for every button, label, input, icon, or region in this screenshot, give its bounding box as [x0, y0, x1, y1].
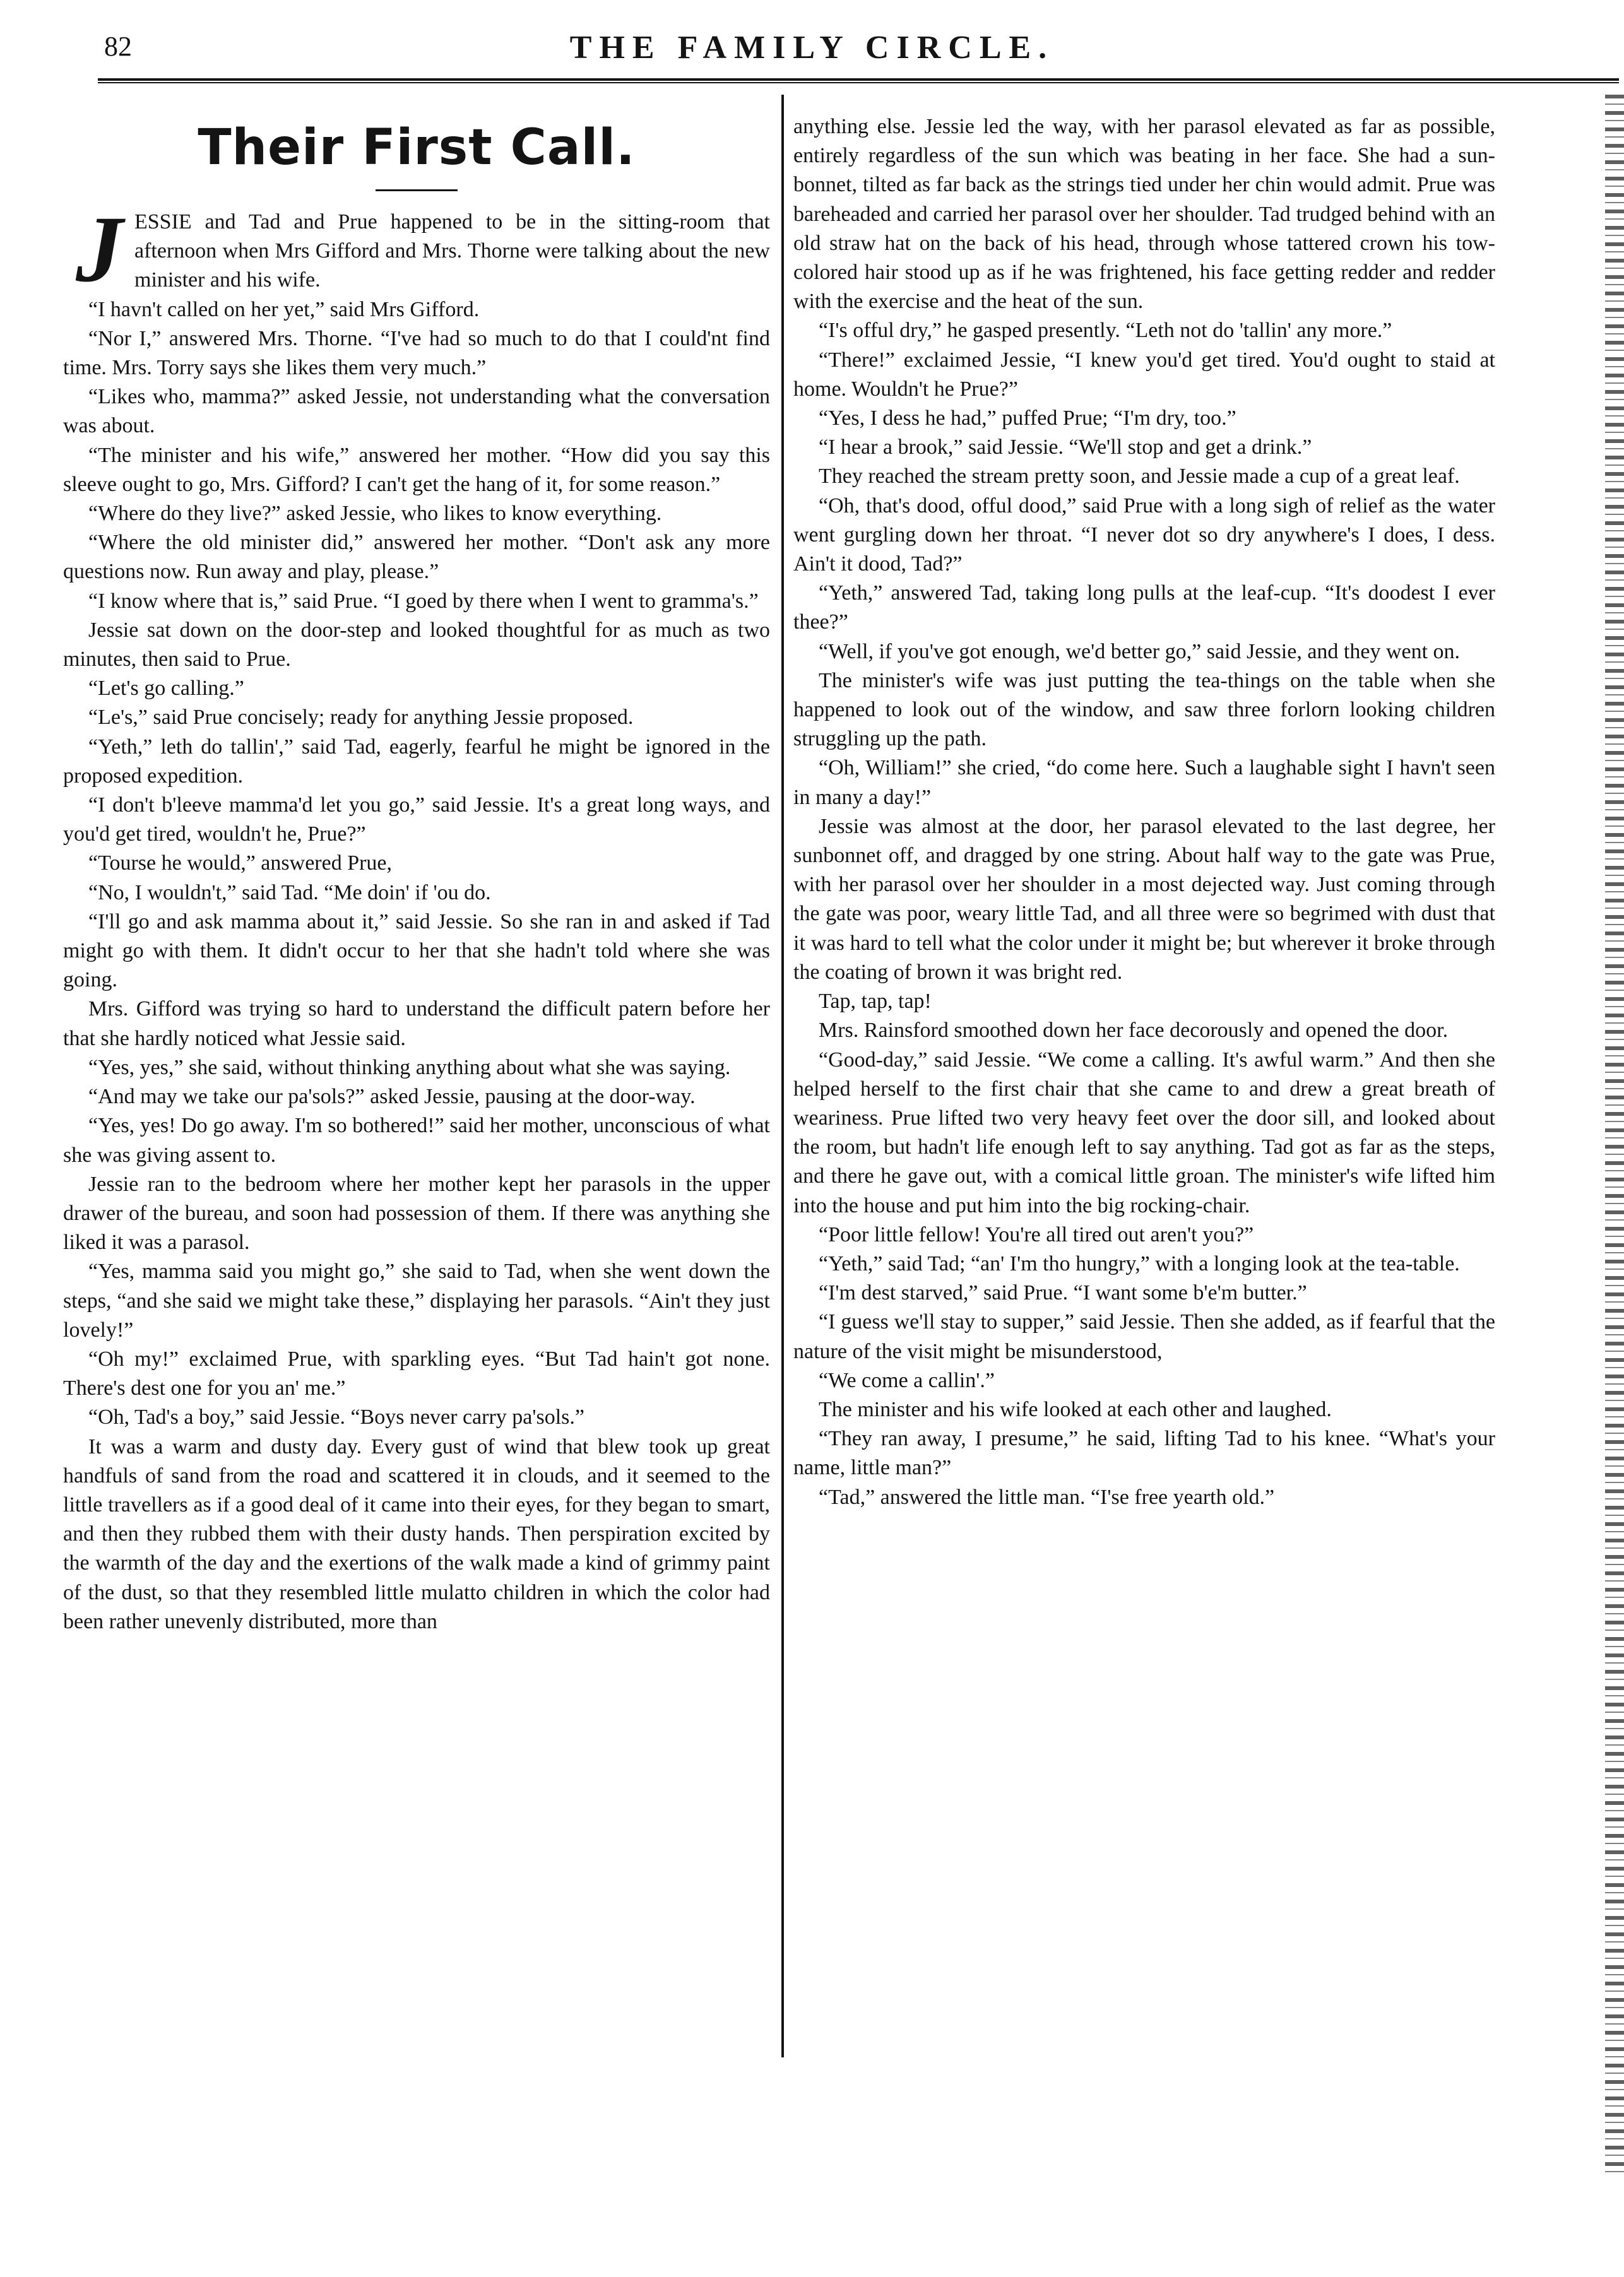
paragraph: It was a warm and dusty day. Every gust of wind that blew took up great handfuls of sand from the road and scattered it in clouds, and it seemed to the little travellers as if a good deal of it came into their eyes, for they began to smart, and then they rubbed them with their dusty hands. Then perspiration excited by the warmth of the day and the exertions of the walk made a kind of grimmy paint of the dust, so that they resembled little mulatto children in which the color had been rather unevenly distributed, more than: [63, 1434, 770, 1633]
article-title: Their First Call.: [198, 119, 636, 176]
paragraph: “They ran away, I presume,” he said, lifting Tad to his knee. “What's your name, little man?”: [793, 1427, 1495, 1480]
paragraph: “I havn't called on her yet,” said Mrs Gifford.: [88, 297, 480, 321]
paragraph: “Likes who, mamma?” asked Jessie, not understanding what the conversation was about.: [63, 385, 770, 438]
paragraph: “I know where that is,” said Prue. “I goed by there when I went to gramma's.”: [88, 589, 759, 613]
paragraph: “Nor I,” answered Mrs. Thorne. “I've had so much to do that I could'nt find time. Mrs. Torry says she likes them very much.”: [63, 326, 770, 380]
paragraph: “We come a callin'.”: [819, 1368, 995, 1392]
paragraph: “Oh, that's dood, offul dood,” said Prue with a long sigh of relief as the water went gurgling down her throat. “I never dot so dry anywhere's I does, I dess. Ain't it dood, Tad?”: [793, 494, 1495, 576]
paragraph-text: ESSIE and Tad and Prue happened to be in the sitting-room that afternoon when Mrs Gifford and Mrs. Thorne were talking about the new minister and his wife.: [134, 210, 770, 292]
page-number: 82: [104, 31, 132, 62]
paragraph: “Oh my!” exclaimed Prue, with sparkling eyes. “But Tad hain't got none. There's dest one for you an' me.”: [63, 1347, 770, 1400]
paragraph: “Poor little fellow! You're all tired out aren't you?”: [819, 1222, 1254, 1246]
paragraph: “I'm dest starved,” said Prue. “I want some b'e'm butter.”: [819, 1281, 1307, 1305]
paragraph: “I guess we'll stay to supper,” said Jessie. Then she added, as if fearful that the nature of the visit might be misunderstood,: [793, 1310, 1495, 1363]
paragraph: “Yes, yes! Do go away. I'm so bothered!” said her mother, unconscious of what she was giving assent to.: [63, 1114, 770, 1167]
left-paragraphs: [63, 197, 770, 1636]
paragraph: The minister and his wife looked at each other and laughed.: [819, 1397, 1332, 1421]
paragraph: “No, I wouldn't,” said Tad. “Me doin' if 'ou do.: [88, 880, 491, 904]
left-column: [63, 112, 770, 1636]
header-rule: [98, 78, 1619, 83]
paragraph: “There!” exclaimed Jessie, “I knew you'd get tired. You'd ought to staid at home. Wouldn't he Prue?”: [793, 348, 1495, 401]
paragraph: “Yeth,” said Tad; “an' I'm tho hungry,” with a longing look at the tea-table.: [819, 1251, 1460, 1275]
running-head: THE FAMILY CIRCLE.: [569, 30, 1055, 66]
paragraph: “I'll go and ask mamma about it,” said Jessie. So she ran in and asked if Tad might go with them. It didn't occur to her that she hadn't told where she was going.: [63, 909, 770, 992]
paragraph: “Yeth,” leth do tallin',” said Tad, eagerly, fearful he might be ignored in the proposed expedition.: [63, 735, 770, 788]
paragraph: “Le's,” said Prue concisely; ready for anything Jessie proposed.: [88, 706, 634, 730]
paragraph: “Oh, William!” she cried, “do come here. Such a laughable sight I havn't seen in many a day!”: [793, 756, 1495, 809]
paragraph: “Let's go calling.”: [88, 677, 244, 701]
paragraph: Mrs. Rainsford smoothed down her face decorously and opened the door.: [819, 1019, 1449, 1043]
paragraph: “Tourse he would,” answered Prue,: [88, 851, 393, 875]
paragraph: “Yes, yes,” she said, without thinking anything about what she was saying.: [88, 1055, 731, 1079]
binding-edge: [1605, 95, 1624, 2177]
paragraph: [63, 197, 770, 302]
paragraph: Jessie was almost at the door, her parasol elevated to the last degree, her sunbonnet off, and dragged by one string. About half way to the gate was Prue, with her parasol over her shoulder in a most dejected way. Just coming through the gate was poor, weary little Tad, and all three were so begrimed with dust that it was hard to tell what the color under it might be; but wherever it broke through the coating of brown it was bright red.: [793, 814, 1495, 984]
paragraph: Jessie sat down on the door-step and looked thoughtful for as much as two minutes, then said to Prue.: [63, 618, 770, 671]
column-divider: [781, 95, 784, 2057]
paragraph: Tap, tap, tap!: [819, 990, 932, 1014]
paragraph: “I hear a brook,” said Jessie. “We'll stop and get a drink.”: [819, 435, 1312, 459]
paragraph: Jessie ran to the bedroom where her mother kept her parasols in the upper drawer of the bureau, and soon had possession of them. If there was anything she liked it was a parasol.: [63, 1172, 770, 1255]
paragraph: “I don't b'leeve mamma'd let you go,” said Jessie. It's a great long ways, and you'd get tired, wouldn't he, Prue?”: [63, 793, 770, 846]
paragraph: The minister's wife was just putting the tea-things on the table when she happened to look out of the window, and saw three forlorn looking children struggling up the path.: [793, 668, 1495, 751]
paragraph: “Well, if you've got enough, we'd better go,” said Jessie, and they went on.: [819, 639, 1461, 663]
paragraph: Mrs. Gifford was trying so hard to understand the difficult patern before her that she hardly noticed what Jessie said.: [63, 997, 770, 1050]
paragraph: “The minister and his wife,” answered her mother. “How did you say this sleeve ought to go, Mrs. Gifford? I can't get the hang of it, for some reason.”: [63, 443, 770, 496]
right-column: [793, 112, 1495, 1512]
paragraph: “Oh, Tad's a boy,” said Jessie. “Boys never carry pa'sols.”: [88, 1405, 584, 1429]
paragraph: “Yes, mamma said you might go,” she said to Tad, when she went down the steps, “and she said we might take these,” displaying her parasols. “Ain't they just lovely!”: [63, 1260, 770, 1342]
paragraph: They reached the stream pretty soon, and Jessie made a cup of a great leaf.: [819, 464, 1460, 488]
paragraph: “And may we take our pa'sols?” asked Jessie, pausing at the door-way.: [88, 1085, 696, 1109]
paragraph: “Where the old minister did,” answered her mother. “Don't ask any more questions now. Run away and play, please.”: [63, 531, 770, 584]
title-rule: [376, 189, 458, 191]
paragraph: “Yeth,” answered Tad, taking long pulls at the leaf-cup. “It's doodest I ever thee?”: [793, 581, 1495, 634]
paragraph: “Tad,” answered the little man. “I'se free yearth old.”: [819, 1485, 1275, 1509]
paragraph: “Where do they live?” asked Jessie, who likes to know everything.: [88, 502, 662, 526]
paragraph: “Good-day,” said Jessie. “We come a calling. It's awful warm.” And then she helped herself to the first chair that she came to and drew a great breath of weariness. Prue lifted two very heavy feet over the door sill, and looked about the room, but hadn't life enough left to say anything. Tad got as far as the steps, and there he gave out, with a comical little groan. The minister's wife lifted him into the house and put him into the big rocking-chair.: [793, 1048, 1495, 1217]
paragraph-continuation: anything else. Jessie led the way, with her parasol elevated as far as possible, entirely regardless of the sun which was beating in her face. She had a sun-bonnet, tilted as far back as the strings tied under her chin would admit. Prue was bareheaded and carried her parasol over her shoulder. Tad trudged behind with an old straw hat on the back of his head, through whose tattered crown his tow-colored hair stood up as if he was frightened, his face getting redder and redder with the exercise and the heat of the sun.: [793, 115, 1495, 314]
drop-cap: J: [76, 197, 123, 302]
paragraph: “Yes, I dess he had,” puffed Prue; “I'm dry, too.”: [819, 406, 1236, 430]
paragraph: “I's offul dry,” he gasped presently. “Leth not do 'tallin' any more.”: [819, 319, 1392, 343]
